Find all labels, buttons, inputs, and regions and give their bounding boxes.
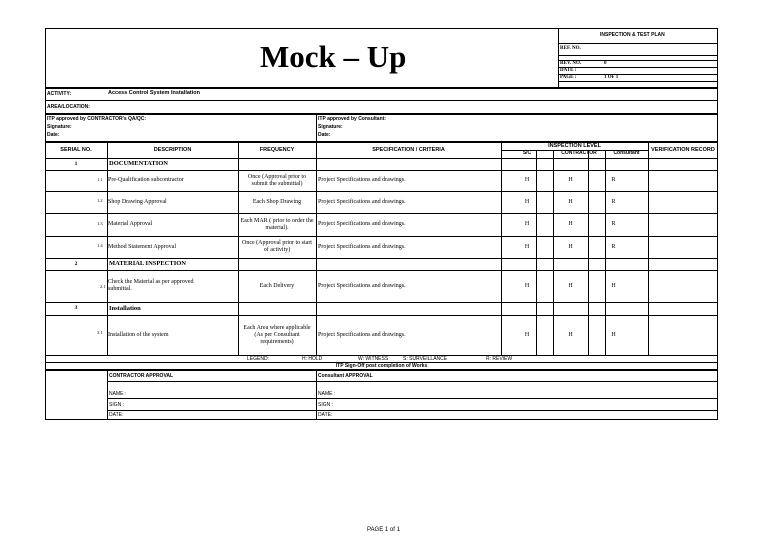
contractor-itp-label: ITP approved by CONTRACTOR's QA/QC:: [47, 116, 147, 122]
consultant-itp-label: ITP approved by Consultant:: [318, 116, 386, 122]
level-consultant: R: [611, 198, 616, 205]
consultant-sign-label: SIGN :: [318, 402, 334, 408]
item-frequency: Once (Approval prior to start of activity): [242, 240, 312, 253]
column-contractor: CONTRACTOR: [561, 150, 597, 157]
column-consultant: Consultant: [613, 150, 640, 157]
consultant-date-label: Date:: [318, 132, 331, 138]
item-description: Material Approval: [108, 221, 153, 228]
activity-label: ACTIVITY:: [47, 91, 72, 97]
item-number: 1.1: [97, 177, 103, 182]
item-specification: Project Specifications and drawings.: [318, 243, 406, 250]
level-contractor: H: [568, 198, 573, 205]
column-description: DESCRIPTION: [153, 146, 192, 153]
item-frequency: Each Area where applicable (As per Consultant requirements): [243, 325, 311, 345]
legend-surveillance: S: SURVEILLANCE: [403, 356, 448, 362]
section-title: DOCUMENTATION: [109, 160, 168, 168]
section-number: 2: [74, 260, 78, 267]
item-number: 1.2: [97, 198, 103, 203]
section-number: 3: [74, 305, 78, 312]
column-specification: SPECIFICATION / CRITERIA: [372, 146, 445, 153]
level-sc: H: [524, 221, 530, 228]
section-title: Installation: [109, 304, 141, 312]
rev-no-value: 0: [604, 61, 607, 66]
area-location-label: AREA/LOCATION:: [47, 104, 90, 110]
column-frequency: FREQUENCY: [259, 146, 295, 153]
contractor-date-label: DATE:: [109, 412, 124, 418]
level-sc: H: [524, 282, 530, 289]
item-description: Pre-Qualification subcontractor: [108, 177, 184, 184]
legend-hold: H: HOLD: [302, 356, 323, 362]
level-consultant: H: [611, 332, 616, 339]
item-description: Method Statement Approval: [108, 243, 176, 250]
page-value: 1 OF 1: [604, 75, 619, 80]
ref-no-label: REF. NO.: [560, 46, 581, 51]
item-number: 1.3: [97, 221, 103, 226]
section-number: 1: [74, 160, 78, 167]
level-sc: H: [524, 332, 530, 339]
item-number: 3.1: [97, 330, 103, 335]
rev-no-label: REV. NO.: [560, 61, 582, 66]
consultant-signature-label: Signature:: [318, 124, 343, 130]
contractor-sign-label: SIGN :: [109, 402, 125, 408]
item-frequency: Each MAR ( prior to order the material).: [240, 217, 314, 231]
item-frequency: Each Shop Drawing: [252, 198, 302, 205]
column-serial-no: SERIAL NO.: [60, 146, 92, 153]
contractor-approval-title: CONTRACTOR APPROVAL: [109, 373, 174, 379]
level-consultant: R: [611, 243, 616, 250]
item-specification: Project Specifications and drawings.: [318, 282, 406, 289]
activity-value: Access Control System Installation: [108, 90, 200, 96]
item-description: Shop Drawing Approval: [108, 198, 167, 205]
legend-witness: W: WITNESS: [358, 356, 389, 362]
item-frequency: Each Delivery: [259, 282, 295, 289]
level-sc: H: [524, 243, 530, 250]
item-description: Installation of the system: [108, 332, 169, 339]
column-sc: S/C: [522, 150, 532, 157]
level-consultant: H: [611, 282, 616, 289]
item-number: 1.4: [97, 243, 103, 248]
item-specification: Project Specifications and drawings.: [318, 332, 406, 339]
item-specification: Project Specifications and drawings.: [318, 177, 406, 184]
column-verification-record: VERIFICATION RECORD: [651, 146, 715, 153]
level-contractor: H: [568, 282, 573, 289]
level-consultant: R: [611, 177, 616, 184]
level-contractor: H: [568, 177, 573, 184]
plan-title: INSPECTION & TEST PLAN: [600, 32, 665, 38]
contractor-signature-label: Signature:: [47, 124, 72, 130]
level-contractor: H: [568, 221, 573, 228]
consultant-approval-title: Consultant APPROVAL: [318, 373, 373, 379]
page-footer: PAGE 1 of 1: [367, 527, 400, 533]
section-title: MATERIAL INSPECTION: [109, 260, 186, 268]
contractor-date-label: Date:: [47, 132, 60, 138]
level-sc: H: [524, 177, 530, 184]
item-frequency: Once (Approval prior to submit the submittal): [247, 173, 307, 187]
date-label: DATE :: [560, 68, 577, 73]
legend-review: R: REVIEW: [486, 356, 513, 362]
level-contractor: H: [568, 332, 573, 339]
item-specification: Project Specifications and drawings.: [318, 221, 406, 228]
consultant-date-label: DATE:: [318, 412, 333, 418]
level-sc: H: [524, 198, 530, 205]
consultant-name-label: NAME :: [318, 391, 336, 397]
level-consultant: R: [611, 221, 616, 228]
item-specification: Project Specifications and drawings.: [318, 198, 406, 205]
document-title: Mock – Up: [260, 39, 407, 74]
item-description: Check the Material as per approved submittal.: [108, 279, 194, 292]
item-number: 2.1: [100, 284, 106, 289]
contractor-name-label: NAME :: [109, 391, 127, 397]
page-label: PAGE :: [560, 75, 577, 80]
column-inspection-level: INSPECTION LEVEL: [548, 142, 601, 149]
level-contractor: H: [568, 243, 573, 250]
signoff-caption: ITP Sign-Off post completion of Works: [335, 362, 428, 369]
legend-label: LEGEND:: [247, 356, 269, 362]
